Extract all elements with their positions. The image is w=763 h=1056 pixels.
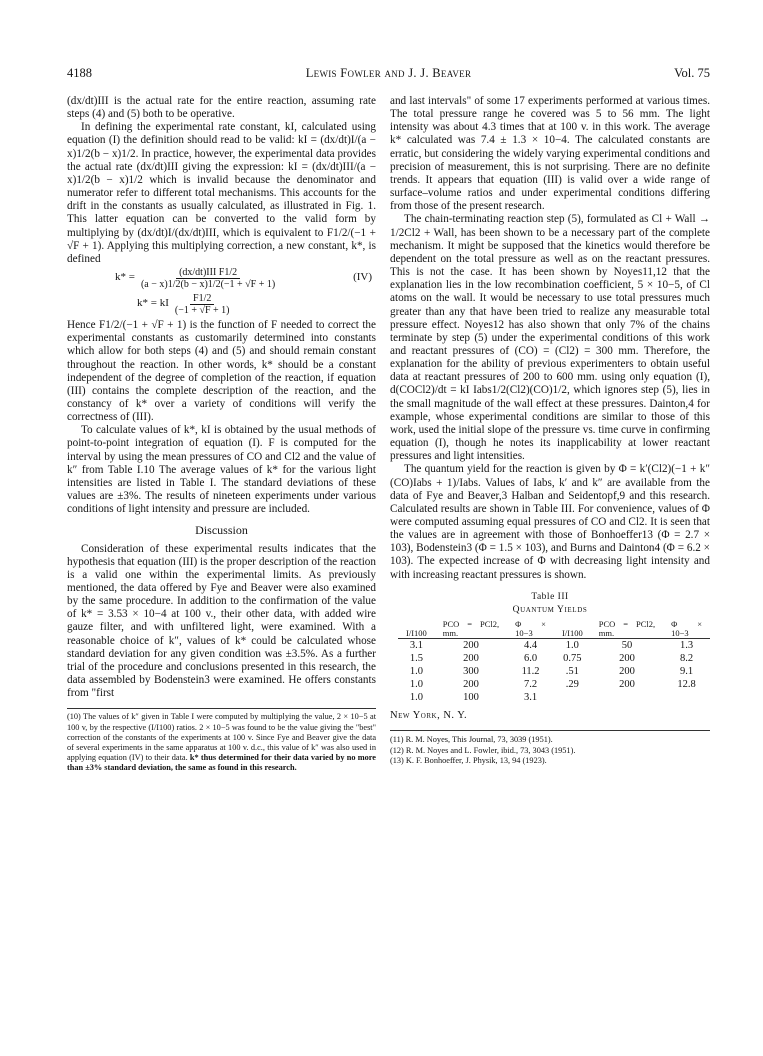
equation-a-denominator: (a − x)1/2(b − x)1/2(−1 + √F + 1) <box>140 278 276 290</box>
table-cell: 3.1 <box>524 692 538 704</box>
equation-b-denominator: (−1 + √F + 1) <box>174 304 230 316</box>
table-cell: 200 <box>619 653 635 665</box>
table-cell <box>591 691 663 704</box>
equation-b-fraction <box>172 293 233 316</box>
right-paragraph-2: The chain-terminating reaction step (5), formulated as Cl + Wall → 1/2Cl2 + Wall, has been shown to be a necessary part of the complete mechanism. It might be supposed that the kinetics would therefore be dependent on the total pressure as well as on the reactant pressures. This is not the case. It has been shown by Noyes11,12 that the explanation lies in the low recombination coefficient, 5 × 10−5, of Cl atoms on the wall. It would be necessary to use total pressures much greater than any that have been tried to realize any measurable total pressure effect. Noyes12 has also shown that only 7% of the chains terminate by step (5) under the experimental conditions of this work and reactant pressures of (CO) = (Cl2) = 300 mm. Therefore, the explanation for the ability of previous experimenters to obtain useful data at reactant pressures of 200 to 600 mm. using only equation (I), d(COCl2)/dt = kI Iabs1/2(Cl2)(CO)1/2, which ignores step (5), lies in the small magnitude of the wall effect at these pressures. Dainton,4 for example, whose experimental conditions are similar to those of this work, used the initial slope of the pressure vs. time curve in confirming equation (I), though he notes its inapplicability at lower reactant pressures and light intensities. <box>390 213 710 463</box>
table-header-row <box>398 620 710 639</box>
table-cell: 200 <box>463 640 479 652</box>
right-paragraph-1: and last intervals" of some 17 experiments performed at various times. The total pressure range he covered was 5 to 56 mm. The light intensity was about 4.3 times that at 100 v. in this work. The average k* calculated was 7.4 ± 1.3 × 10−4. The calculated constants are erratic, but considering the widely varying experimental conditions and precision of measurement, this is not surprising. There are no definite trends. It appears that equation (III) is valid over a wide range of surface–volume ratios and under experimental conditions differing from those of the present research. <box>390 95 710 213</box>
page-number: 4188 <box>67 66 92 80</box>
table-cell: 200 <box>619 666 635 678</box>
table-cell: 6.0 <box>524 653 538 665</box>
table-subcaption: Quantum Yields <box>512 604 588 615</box>
table-row <box>398 691 710 704</box>
references <box>390 730 710 766</box>
equation-number: (IV) <box>353 271 372 284</box>
reference-item: (11) R. M. Noyes, This Journal, 73, 3039 (1951). <box>390 735 553 745</box>
left-paragraph-5: Consideration of these experimental results indicates that the hypothesis that equation (III) is the proper description of the reaction is a valid one within the experimental limits. As previously mentioned, the data offered by Fye and Beaver were also examined by the same procedure. In addition to the confirmation of the value of k* = 3.53 × 10−4 at 100 v., their other data, with added wire gauze filter, and with unfiltered light, were examined. With a reasonable choice of k″, values of k* could be calculated whose standard deviation for any given condition was ±3.5%. As a further trial of the procedure and conclusions presented in this research, the data assembled by Bodenstein3 were examined. He offers constants from "first <box>67 542 376 700</box>
section-heading: Discussion <box>195 523 248 538</box>
left-paragraph-3: Hence F1/2/(−1 + √F + 1) is the function of F needed to correct the experimental constants as customarily determined into constants which allow for both steps (4) and (5) and should remain constant throughout the reaction. In other words, k* should be a constant independent of the degree of completion of the reaction, if equation (III) contains the complete description of the reaction, and the constancy of k* over a variety of conditions will verify the correctness of (III). <box>67 319 376 424</box>
running-head: Lewis Fowler and J. J. Beaver <box>305 66 472 80</box>
left-paragraph-4: To calculate values of k*, kI is obtained by the usual methods of point-to-point integration of equation (I). F is computed for the interval by using the mean pressures of CO and Cl2 and the value of k″ from Table I.10 The average values of k* for the various light intensities are listed in Table I. The standard deviations of these values are ±3%. The results of nineteen experiments under various conditions of light intensity and pressure are included. <box>67 424 376 516</box>
left-paragraph-1: (dx/dt)III is the actual rate for the entire reaction, assuming rate steps (4) and (5) both to be operative. <box>67 95 376 121</box>
table-header: I/I100 <box>554 620 591 639</box>
equation-iv <box>67 266 376 316</box>
table-header: Φ × 10−3 <box>507 620 554 639</box>
equation-a-lhs: k* = <box>115 271 135 284</box>
left-paragraph-2: In defining the experimental rate constant, kI, calculated using equation (I) the definition should read to be valid: kI = (dx/dt)I/(a − x)1/2(b − x)1/2. In practice, however, the experimental data provides the actual rate (dx/dt)III giving the expression: kI = (dx/dt)III/(a − x)1/2(b − x)1/2 which is invalid because the denominator and numerator refer to different total mechanisms. This accounts for the drift in the constants as usually calculated, as illustrated in Fig. 1. This latter equation can be converted to the valid form by multiplying by (dx/dt)I/(dx/dt)III, which is equivalent to F1/2/(−1 + √F + 1). Applying this multiplying correction, a new constant, k*, is defined <box>67 121 376 265</box>
table-caption: Table III <box>531 591 569 602</box>
right-paragraph-3: The quantum yield for the reaction is given by Φ = k′(Cl2)(−1 + k″(CO)Iabs + 1)/Iabs. Values of Iabs, k′ and k″ are available from the data of Fye and Beaver,3 Halban and Seidentopf,9 and this research. Calculated results are shown in Table III. For convenience, values of Φ were computed assuming equal pressures of CO and Cl2. It is seen that the values are in agreement with those of Bonhoeffer13 (Φ = 2.7 × 103), Bodenstein3 (Φ = 1.5 × 103), and Burns and Dainton4 (Φ = 6.2 × 103). The expected increase of Φ with decreasing light intensity and with increasing reactant pressures is shown. <box>390 463 710 581</box>
reference-item: (12) R. M. Noyes and L. Fowler, ibid., 73, 3043 (1951). <box>390 745 576 755</box>
table-cell: 1.5 <box>409 653 423 665</box>
right-column <box>390 95 710 766</box>
equation-b-lhs: k* = kI <box>137 297 169 310</box>
table-row <box>398 678 710 691</box>
table-cell: 7.2 <box>524 679 538 691</box>
table-cell: 8.2 <box>680 653 694 665</box>
table-cell: 3.1 <box>409 640 423 652</box>
table-cell: 1.0 <box>409 692 423 704</box>
table-cell: 11.2 <box>521 666 540 678</box>
table-cell: 50 <box>621 640 633 652</box>
table-cell: 200 <box>463 653 479 665</box>
page-header <box>67 66 710 82</box>
table-cell: 0.75 <box>563 653 582 665</box>
table-cell: 1.3 <box>680 640 694 652</box>
table-header: PCO = PCl2, mm. <box>435 620 507 639</box>
quantum-yields-table <box>398 620 710 704</box>
volume-label: Vol. 75 <box>674 66 710 80</box>
table-cell <box>663 691 710 704</box>
table-row <box>398 639 710 653</box>
table-cell: 9.1 <box>680 666 694 678</box>
equation-a-fraction <box>138 267 278 290</box>
table-cell: 12.8 <box>677 679 696 691</box>
footnote-10-text: (10) The values of k″ given in Table I were computed by multiplying the value, 2 × 10−5 at 100 v, by the respective (I/I100) ratios. 2 × 10−5 was found to be the value giving the "best" correction of the constants of the experiments at 100 v. Since Fye and Beaver give the data of several experiments in the same apparatus at 100 v. d.c., this value of k″ was also used in applying equation (IV) to their data. <box>67 712 376 762</box>
table-header: PCO = PCl2, mm. <box>591 620 663 639</box>
table-cell: .29 <box>565 679 579 691</box>
table-cell: .51 <box>565 666 579 678</box>
table-cell: 100 <box>463 692 479 704</box>
table-cell <box>554 691 591 704</box>
equation-b-numerator: F1/2 <box>190 293 214 305</box>
footnote-10-bold-text: k* thus determined for their data varied by no more than ±3% standard deviation, the same as found in this research. <box>67 752 376 772</box>
table-cell: 1.0 <box>409 679 423 691</box>
table-header: I/I100 <box>398 620 435 639</box>
equation-a-numerator: (dx/dt)III F1/2 <box>176 267 240 279</box>
table-cell: 200 <box>619 679 635 691</box>
reference-item: (13) K. F. Bonhoeffer, J. Physik, 13, 94 (1923). <box>390 755 547 765</box>
table-cell: 4.4 <box>524 640 538 652</box>
left-column <box>67 95 376 773</box>
table-row <box>398 665 710 678</box>
table-cell: 1.0 <box>409 666 423 678</box>
table-cell: 200 <box>463 679 479 691</box>
table-cell: 300 <box>463 666 479 678</box>
table-header: Φ × 10−3 <box>663 620 710 639</box>
table-cell: 1.0 <box>565 640 579 652</box>
footnote-10 <box>67 708 376 773</box>
place-line: New York, N. Y. <box>390 710 468 722</box>
table-row <box>398 652 710 665</box>
